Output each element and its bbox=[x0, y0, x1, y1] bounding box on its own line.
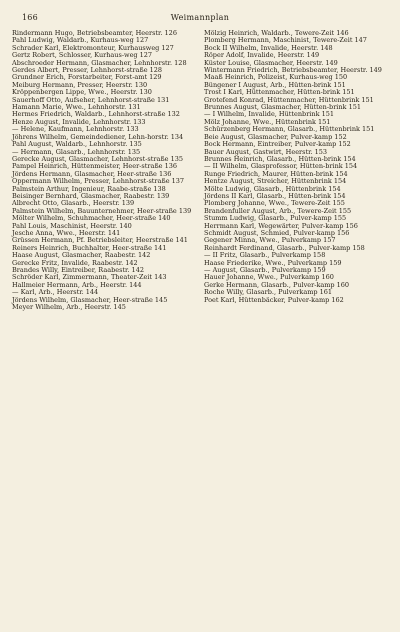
page-header bbox=[12, 10, 388, 26]
directory-entry: Plomberg Hermann, Maschinist, Tewere-Zeit 147 bbox=[204, 36, 367, 45]
right-column bbox=[204, 30, 388, 311]
directory-entry: Reiners Heinrich, Buchhalter, Heer-straße 141 bbox=[12, 243, 167, 252]
directory-entry: Henze August, Invalide, Lehnhorstr. 133 bbox=[12, 117, 146, 126]
directory-entry: Roche Willy, Glasarb., Pulverkamp 161 bbox=[204, 288, 332, 297]
directory-entry: Rindermann Hugo, Betriebsbeamter, Heerstr. 126 bbox=[12, 29, 177, 37]
directory-entry: Haase Friederike, Wwe., Pulverkamp 159 bbox=[204, 258, 342, 267]
directory-entry: — II Fritz, Glasarb., Pulverkamp 158 bbox=[204, 251, 326, 260]
directory-entry: Brandes Willy, Eintreiber, Raabestr. 142 bbox=[12, 266, 144, 274]
directory-entry: Gerecke August, Glasmacher, Lehnhorst-straße 135 bbox=[12, 154, 183, 163]
directory-entry: Reinhardt Ferdinand, Glasarb., Pulver-kamp 158 bbox=[204, 243, 365, 252]
directory-entry: Pampel Heinrich, Hüttenmeister, Heer-straße 136 bbox=[12, 162, 177, 171]
directory-entry: Mölzig Heinrich, Waldarb., Tewere-Zeit 146 bbox=[204, 29, 349, 37]
directory-entry: Pahl August, Waldarb., Lehnhorstr. 135 bbox=[12, 140, 142, 149]
directory-entry: Herrmann Karl, Wegewärter, Pulver-kamp 156 bbox=[204, 221, 358, 230]
running-title: Weimannplan bbox=[170, 13, 230, 22]
directory-entry: Plomberg Johanne, Wwe., Tewere-Zeit 155 bbox=[204, 199, 345, 208]
directory-entry: Bock Hermann, Eintreiber, Pulver-kamp 152 bbox=[204, 140, 351, 149]
directory-entry: Runge Friedrich, Maurer, Hütten-brink 154 bbox=[204, 169, 348, 178]
directory-entry: Haase August, Glasmacher, Raabestr. 142 bbox=[12, 251, 151, 260]
directory-entry: — Karl, Arb., Heerstr. 144 bbox=[12, 288, 99, 297]
directory-entry: Jöhrens Wilhelm, Gemeindediener, Lehn-horstr. 134 bbox=[12, 132, 184, 141]
columns bbox=[12, 30, 388, 311]
directory-entry: Oppermann Wilhelm, Presser, Lehnhorst-straße 137 bbox=[12, 177, 185, 186]
directory-entry: — I Wilhelm, Invalide, Hüttenbrink 151 bbox=[204, 110, 334, 119]
directory-entry: — August, Glasarb., Pulverkamp 159 bbox=[204, 266, 326, 274]
directory-entry: Wintermann Friedrich, Betriebsbeamter, Heerstr. 149 bbox=[204, 66, 382, 75]
directory-entry: Jördens Hermann, Glasmacher, Heer-straße 136 bbox=[12, 169, 172, 178]
directory-entry: Gegener Minna, Wwe., Pulverkamp 157 bbox=[204, 236, 336, 245]
directory-entry: Brunnes Heinrich, Glasarb., Hütten-brink 154 bbox=[204, 154, 356, 163]
directory-entry: Schmidt August, Schmied, Pulver-kamp 156 bbox=[204, 228, 350, 237]
directory-entry: Mölz Johanne, Wwe., Hüttenbrink 151 bbox=[204, 117, 331, 126]
directory-entry: Schürzenberg Hermann, Glasarb., Hüttenbrink 151 bbox=[204, 125, 375, 134]
directory-entry: Hallmeier Hermann, Arb., Heerstr. 144 bbox=[12, 280, 142, 289]
directory-entry: Schrader Karl, Elektromonteur, Kurhausweg 127 bbox=[12, 43, 174, 52]
directory-entry: Meiburg Hermann, Presser, Heerstr. 130 bbox=[12, 80, 148, 89]
directory-entry: Schröder Karl, Zimmermann, Theater-Zeit 143 bbox=[12, 273, 167, 282]
directory-entry: Gerdes Albert, Presser, Lehnhorst-straße 128 bbox=[12, 66, 163, 75]
directory-entry: — II Wilhelm, Glasprofessor, Hütten-brink 154 bbox=[204, 162, 358, 171]
directory-entry: Gertz Robert, Schlosser, Kurhaus-weg 127 bbox=[12, 51, 153, 60]
directory-entry: Hermes Friedrich, Waldarb., Lehnhorst-straße 132 bbox=[12, 110, 180, 119]
directory-entry: Grotefend Konrad, Hüttenmacher, Hüttenbrink 151 bbox=[204, 95, 374, 104]
directory-entry: Mölte Ludwig, Glasarb., Hüttenbrink 154 bbox=[204, 184, 341, 193]
directory-entry: Albrecht Otto, Glasarb., Heerstr. 139 bbox=[12, 199, 135, 208]
directory-entry: Poet Karl, Hüttenbäcker, Pulver-kamp 162 bbox=[204, 295, 344, 304]
directory-entry: Büngener I August, Arb., Hütten-brink 151 bbox=[204, 80, 346, 89]
directory-entry: Brandenfuller August, Arb., Tewere-Zeit 155 bbox=[204, 206, 352, 215]
directory-entry: Abschroeder Hermann, Glasmacher, Lehnhorstr. 128 bbox=[12, 58, 187, 67]
directory-entry: Brunnes August, Glasmacher, Hütten-brink 151 bbox=[204, 103, 361, 112]
page-number: 166 bbox=[22, 13, 38, 22]
directory-entry: Jördens Wilhelm, Glasmacher, Heer-straße 145 bbox=[12, 295, 168, 304]
directory-entry: Palmstein Arthur, Ingenieur, Raabe-straße 138 bbox=[12, 184, 166, 193]
directory-entry: Pahl Ludwig, Waldarb., Kurhaus-weg 127 bbox=[12, 36, 149, 45]
directory-entry: Stumm Ludwig, Glasarb., Pulver-kamp 155 bbox=[204, 214, 347, 223]
directory-entry: Röper Adolf, Invalide, Heerstr. 149 bbox=[204, 51, 320, 60]
directory-entry: Hamann Marie, Wwe., Lehnhorstr. 131 bbox=[12, 103, 141, 112]
directory-entry: Bock II Wilhelm, Invalide, Heerstr. 148 bbox=[204, 43, 333, 52]
directory-entry: Jördens II Karl, Glasarb., Hütten-brink 154 bbox=[204, 191, 346, 200]
directory-entry: Sauerhoff Otto, Aufseher, Lehnhorst-straße 131 bbox=[12, 95, 170, 104]
left-column bbox=[12, 30, 196, 311]
directory-entry: Küster Louise, Glasmacher, Heerstr. 149 bbox=[204, 58, 338, 67]
directory-entry: Mölter Wilhelm, Schuhmacher, Heer-straße 140 bbox=[12, 214, 171, 223]
directory-entry: — Helene, Kaufmann, Lehnhorstr. 133 bbox=[12, 125, 139, 134]
directory-entry: Maaß Heinrich, Polizeist, Kurhaus-weg 150 bbox=[204, 73, 348, 82]
directory-entry: Gerke Hermann, Glasarb., Pulver-kamp 160 bbox=[204, 280, 350, 289]
directory-entry: Gerecke Fritz, Invalide, Raabestr. 142 bbox=[12, 258, 138, 267]
directory-entry: Palmstein Wilhelm, Bauunternehmer, Heer-straße 139 bbox=[12, 206, 192, 215]
directory-entry: Kröppenbergen Lippe, Wwe., Heerstr. 130 bbox=[12, 88, 152, 97]
directory-entry: Trost I Karl, Hüttenmacher, Hütten-brink 151 bbox=[204, 88, 355, 97]
directory-entry: Hentze August, Streicher, Hüttenbrink 154 bbox=[204, 177, 347, 186]
directory-entry: Beie August, Glasmacher, Pulver-kamp 152 bbox=[204, 132, 347, 141]
directory-entry: Meyer Wilhelm, Arb., Heerstr. 145 bbox=[12, 303, 126, 312]
directory-entry: Beisinger Bernhard, Glasmacher, Raabestr. 139 bbox=[12, 191, 170, 200]
directory-entry: Bauer August, Gastwirt, Heerstr. 153 bbox=[204, 147, 328, 156]
directory-entry: Grüssen Hermann, Pf. Betriebsleiter, Heerstraße 141 bbox=[12, 236, 188, 245]
directory-entry: Hauer Johanne, Wwe., Pulverkamp 160 bbox=[204, 273, 334, 282]
directory-entry: — Hermann, Glasarb., Lehnhorstr. 135 bbox=[12, 147, 141, 156]
directory-entry: Jesche Anna, Wwe., Heerstr. 141 bbox=[12, 228, 121, 237]
directory-entry: Grundner Erich, Forstarbeiter, Forst-amt 129 bbox=[12, 73, 162, 82]
directory-entry: Pahl Louis, Maschinist, Heerstr. 140 bbox=[12, 221, 132, 230]
